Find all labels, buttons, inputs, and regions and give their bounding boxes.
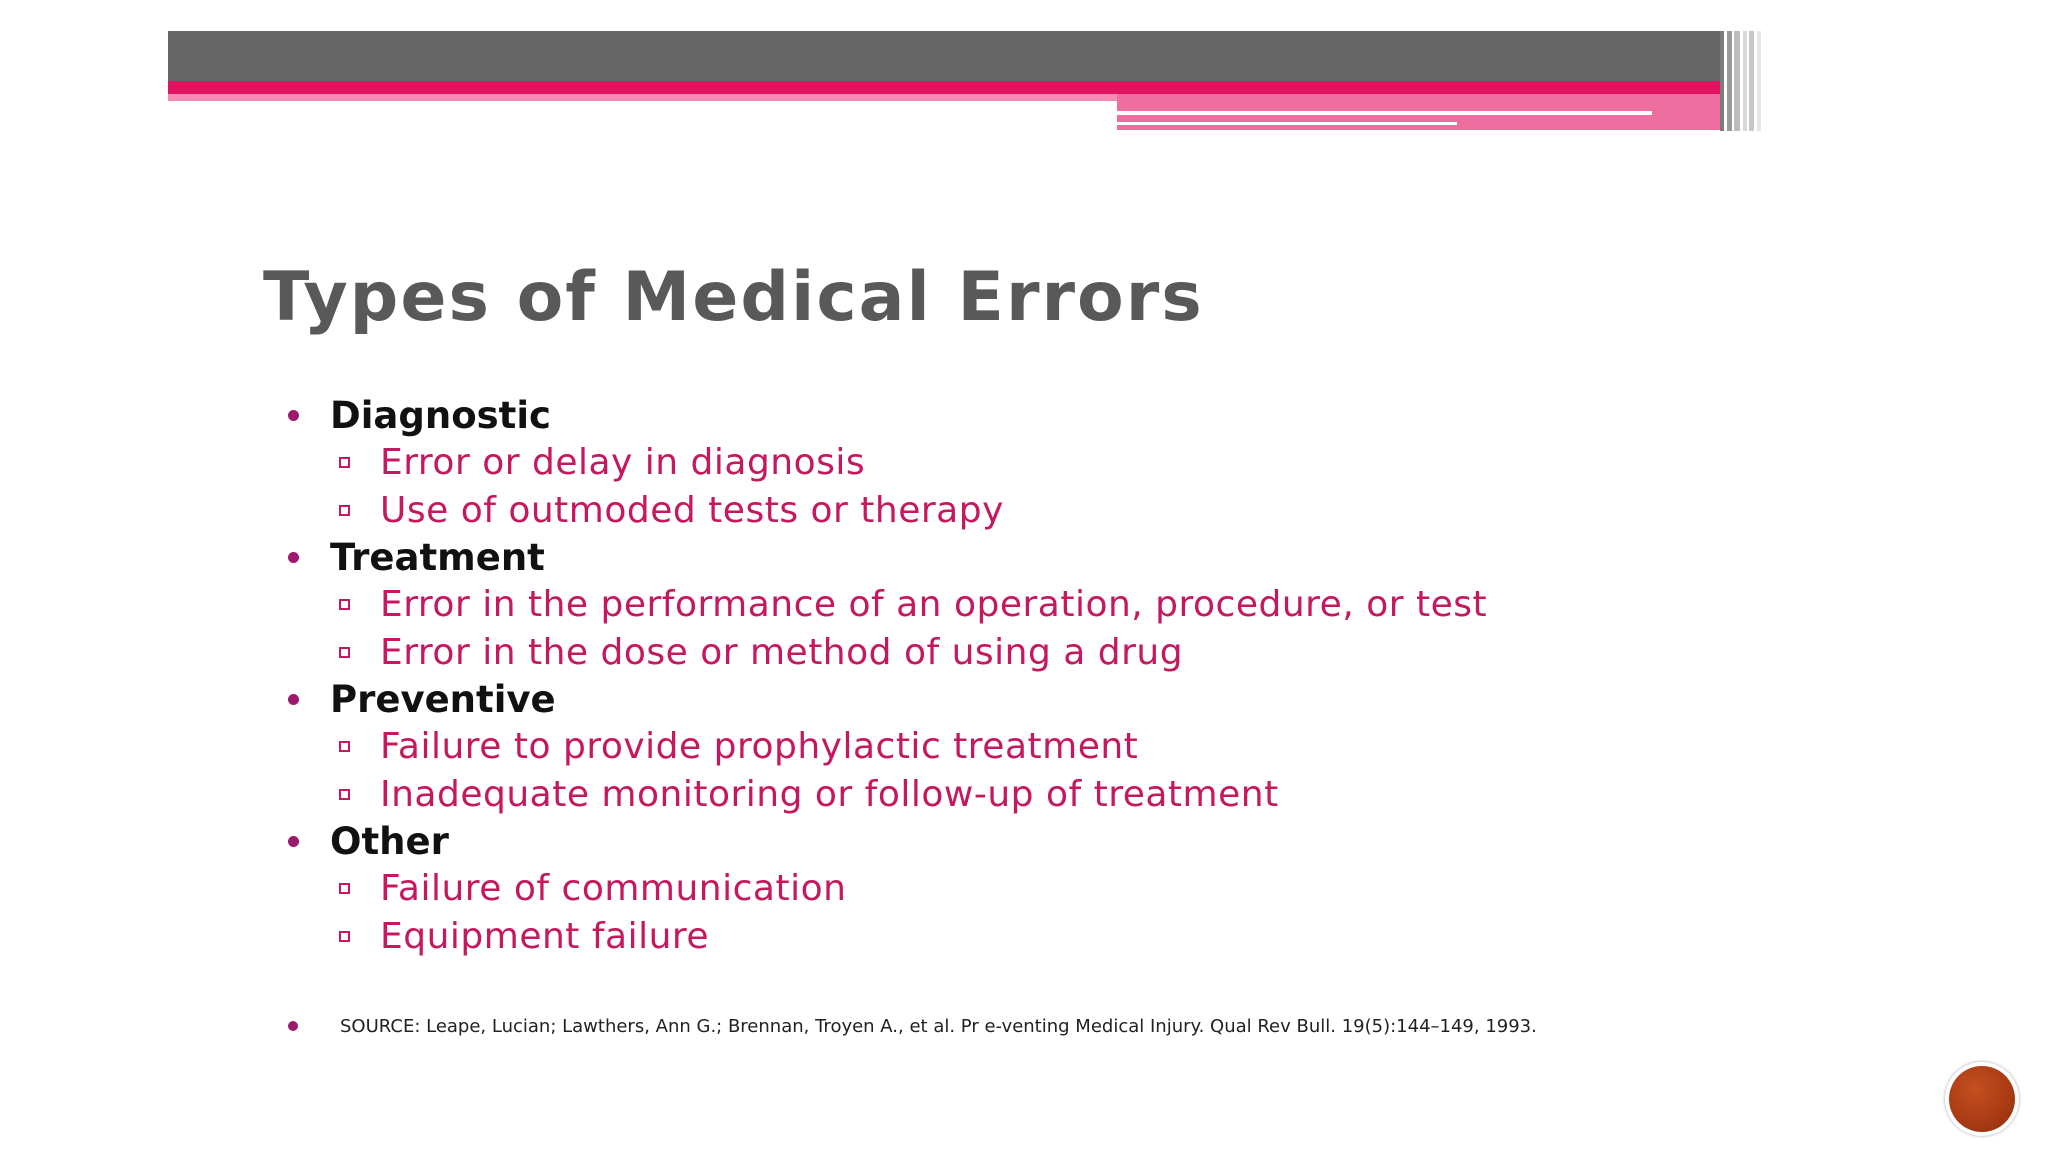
bullet-dot-icon — [288, 694, 299, 705]
sub-item — [280, 439, 1780, 487]
square-bullet-icon — [339, 505, 350, 516]
sub-item-label: Failure of communication — [380, 868, 847, 909]
category-group-other — [280, 818, 1780, 960]
sub-item — [280, 865, 1780, 913]
sub-item-label: Failure to provide prophylactic treatment — [380, 726, 1139, 767]
square-bullet-icon — [339, 599, 350, 610]
banner-magenta-bar — [168, 81, 1733, 94]
category-item — [280, 818, 1780, 865]
sub-item-label: Use of outmoded tests or therapy — [380, 489, 1004, 531]
sub-item-label: Inadequate monitoring or follow-up of treatment — [380, 773, 1279, 815]
category-item — [280, 676, 1780, 723]
source-footnote — [280, 1016, 1780, 1046]
category-group-preventive — [280, 676, 1780, 818]
sub-item-label: Error in the performance of an operation, procedure, or test — [380, 584, 1488, 625]
bullet-dot-icon — [288, 410, 299, 421]
square-bullet-icon — [339, 931, 350, 942]
bullet-dot-icon — [288, 1021, 298, 1031]
square-bullet-icon — [339, 647, 350, 658]
category-label: Preventive — [330, 678, 556, 721]
square-bullet-icon — [339, 457, 350, 468]
category-group-diagnostic — [280, 392, 1780, 534]
banner-white-line — [1117, 122, 1457, 125]
slide-number-circle[interactable] — [1945, 1062, 2019, 1136]
category-label: Other — [330, 820, 449, 863]
sub-item-label: Error or delay in diagnosis — [380, 442, 866, 483]
bullet-list — [280, 392, 1780, 960]
sub-item — [280, 487, 1780, 535]
sub-item — [280, 771, 1780, 819]
bullet-dot-icon — [288, 836, 299, 847]
sub-item — [280, 581, 1780, 629]
sub-item-label: Equipment failure — [380, 915, 710, 957]
banner-gray-bar — [168, 31, 1733, 81]
banner-white-line — [1117, 111, 1652, 115]
banner-pink-thin-bar — [168, 94, 1117, 101]
circle-fill — [1949, 1066, 2015, 1132]
category-group-treatment — [280, 534, 1780, 676]
square-bullet-icon — [339, 883, 350, 894]
category-item — [280, 534, 1780, 581]
category-item — [280, 392, 1780, 439]
sub-item — [280, 629, 1780, 677]
sub-item — [280, 913, 1780, 961]
square-bullet-icon — [339, 789, 350, 800]
square-bullet-icon — [339, 741, 350, 752]
category-label: Diagnostic — [330, 394, 551, 437]
source-text: SOURCE: Leape, Lucian; Lawthers, Ann G.; Brennan, Troyen A., et al. Pr e-venting Medical Injury. Qual Rev Bull. 19(5):144–149, 1993. — [340, 1016, 1537, 1037]
banner-stripes — [1720, 31, 1768, 131]
slide-title: Types of Medical Errors — [263, 258, 1204, 337]
sub-item — [280, 723, 1780, 771]
category-label: Treatment — [330, 536, 545, 579]
sub-item-label: Error in the dose or method of using a drug — [380, 631, 1184, 673]
bullet-dot-icon — [288, 552, 299, 563]
